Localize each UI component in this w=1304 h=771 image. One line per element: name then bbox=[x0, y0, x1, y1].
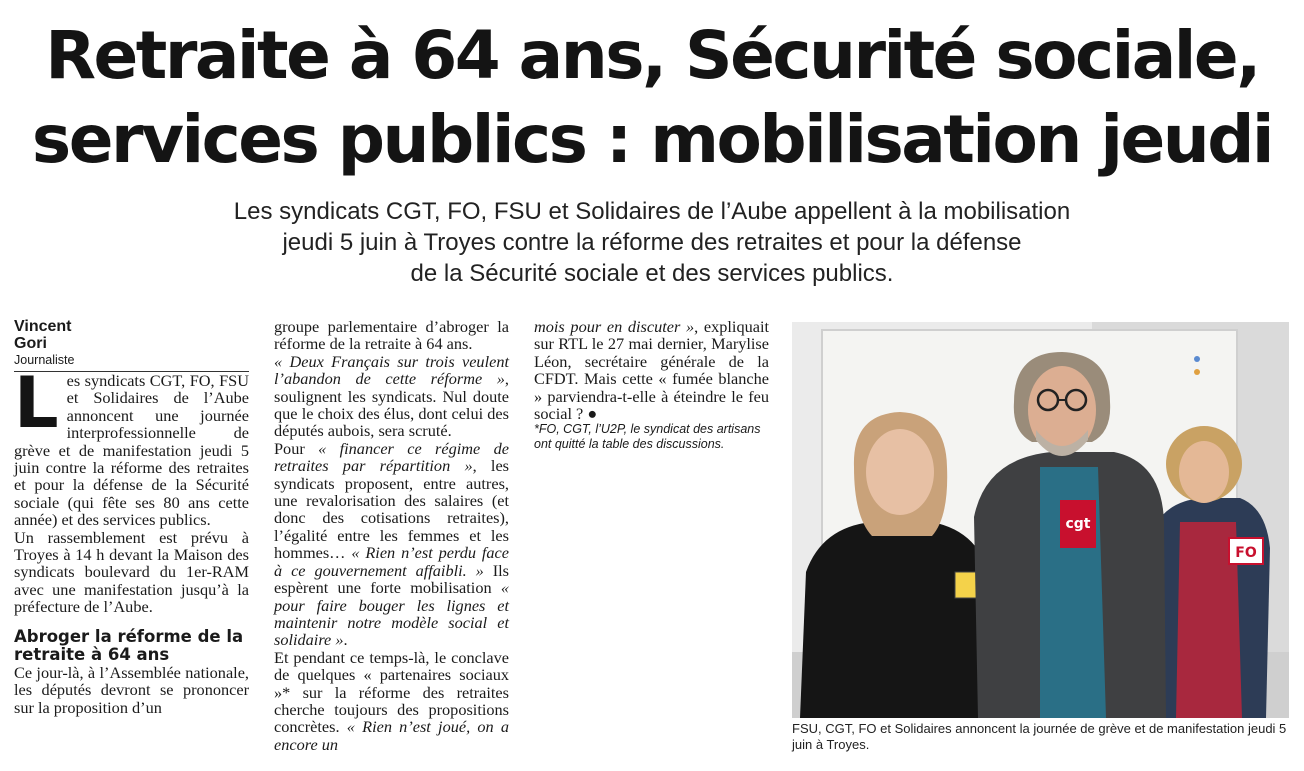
lead-paragraph bbox=[14, 362, 249, 530]
cgt-sticker: cgt bbox=[1065, 516, 1091, 532]
chapo-line-3: de la Sécurité sociale et des services publics. bbox=[410, 260, 894, 287]
quote-faire-bouger: « pour faire bouger les lignes et maintenir notre modèle social et solidaire » bbox=[274, 578, 509, 650]
article-column-3 bbox=[534, 318, 769, 451]
person-left-body bbox=[800, 522, 996, 718]
byline bbox=[14, 318, 249, 352]
chapo bbox=[150, 196, 1154, 289]
paragraph-assemblee-start: Ce jour-là, à l’Assemblée nationale, les députés devront se prononcer sur la proposition d’un bbox=[14, 662, 249, 717]
person-right-face bbox=[1179, 441, 1229, 503]
paragraph-assemblee-end: groupe parlementaire d’abroger la réforme de la retraite à 64 ans. bbox=[274, 317, 509, 354]
byline-role: Journaliste bbox=[14, 353, 249, 372]
photo-caption: FSU, CGT, FO et Solidaires annoncent la journée de grève et de manifestation jeudi 5 juin à Troyes. bbox=[792, 721, 1287, 752]
quote-rien-joue-start: « Rien n’est joué, on a encore un bbox=[274, 717, 510, 754]
paragraph-rassemblement: Un rassemblement est prévu à Troyes à 14 h devant la Maison des syndicats boulevard du 1er-RAM avec une manifestation jusqu’à la préfecture de l’Aube. bbox=[14, 527, 249, 617]
paragraph-deux-francais bbox=[274, 353, 509, 440]
text-period: . bbox=[343, 630, 348, 650]
magnet-1 bbox=[1194, 369, 1200, 375]
paragraph-conclave bbox=[274, 649, 509, 753]
end-mark: ● bbox=[583, 404, 598, 424]
quote-deux-francais: « Deux Français sur trois veulent l’abandon de cette réforme » bbox=[274, 351, 509, 389]
byline-first-name: Vincent bbox=[14, 318, 72, 335]
article-column-1 bbox=[14, 318, 249, 716]
text-proposent: , les syndicats proposent, entre autres, une revalorisation des salaires (et donc des cotisations retraites), l’égalité entre les femmes et les hommes… bbox=[274, 456, 510, 563]
text-pour: Pour bbox=[274, 438, 319, 458]
headline-line-1: Retraite à 64 ans, Sécurité sociale, bbox=[45, 17, 1259, 94]
lead-text: es syndicats CGT, FO, FSU et Solidaires de l’Aube annoncent une journée interprofessionnelle de grève et de manifestation jeudi 5 juin contre la réforme des retraites et pour la défense de la Sécurité sociale (qui fête ses 80 ans cette année) et des services publics. bbox=[14, 371, 249, 530]
chapo-line-1: Les syndicats CGT, FO, FSU et Solidaires de l’Aube appellent à la mobilisation bbox=[233, 198, 1071, 225]
chapo-line-2: jeudi 5 juin à Troyes contre la réforme des retraites et pour la défense bbox=[282, 229, 1022, 256]
person-left-face bbox=[866, 429, 934, 515]
paragraph-financer bbox=[274, 440, 509, 649]
text-esperent: Ils espèrent une forte mobilisation bbox=[274, 560, 509, 598]
text-soulignent: , soulignent les syndicats. Nul doute que le choix des élus, dont celui des députés aubois, sera scruté. bbox=[274, 369, 509, 441]
quote-rien-joue-end: mois pour en discuter » bbox=[534, 317, 695, 336]
headline bbox=[0, 14, 1304, 182]
fo-sticker: FO bbox=[1235, 545, 1257, 561]
text-conclave: Et pendant ce temps-là, le conclave de quelques « partenaires sociaux »* sur la réforme des retraites cherche toujours des propositions concrètes. bbox=[274, 647, 509, 737]
text-expliquait: , expliquait sur RTL le 27 mai dernier, Marylise Léon, secrétaire générale de la CFDT. Mais cette « fumée blanche » parviendra-t-elle à éteindre le feu social ? bbox=[534, 317, 770, 424]
quote-financer: « financer ce régime de retraites par répartition » bbox=[274, 438, 509, 476]
paragraph-conclave-end bbox=[534, 318, 769, 422]
subhead: Abroger la réforme de la retraite à 64 ans bbox=[14, 626, 244, 664]
byline-last-name: Gori bbox=[14, 335, 47, 352]
headline-line-2: services publics : mobilisation jeudi bbox=[31, 101, 1273, 178]
footnote: *FO, CGT, l’U2P, le syndicat des artisans ont quitté la table des discussions. bbox=[534, 422, 761, 451]
article-column-2 bbox=[274, 318, 509, 753]
magnet-2 bbox=[1194, 356, 1200, 362]
photo-illustration bbox=[792, 322, 1289, 718]
dropcap: L bbox=[14, 362, 59, 444]
quote-rien-perdu: « Rien n’est perdu face à ce gouvernement affaibli. » bbox=[274, 543, 509, 580]
article-photo bbox=[792, 322, 1289, 718]
